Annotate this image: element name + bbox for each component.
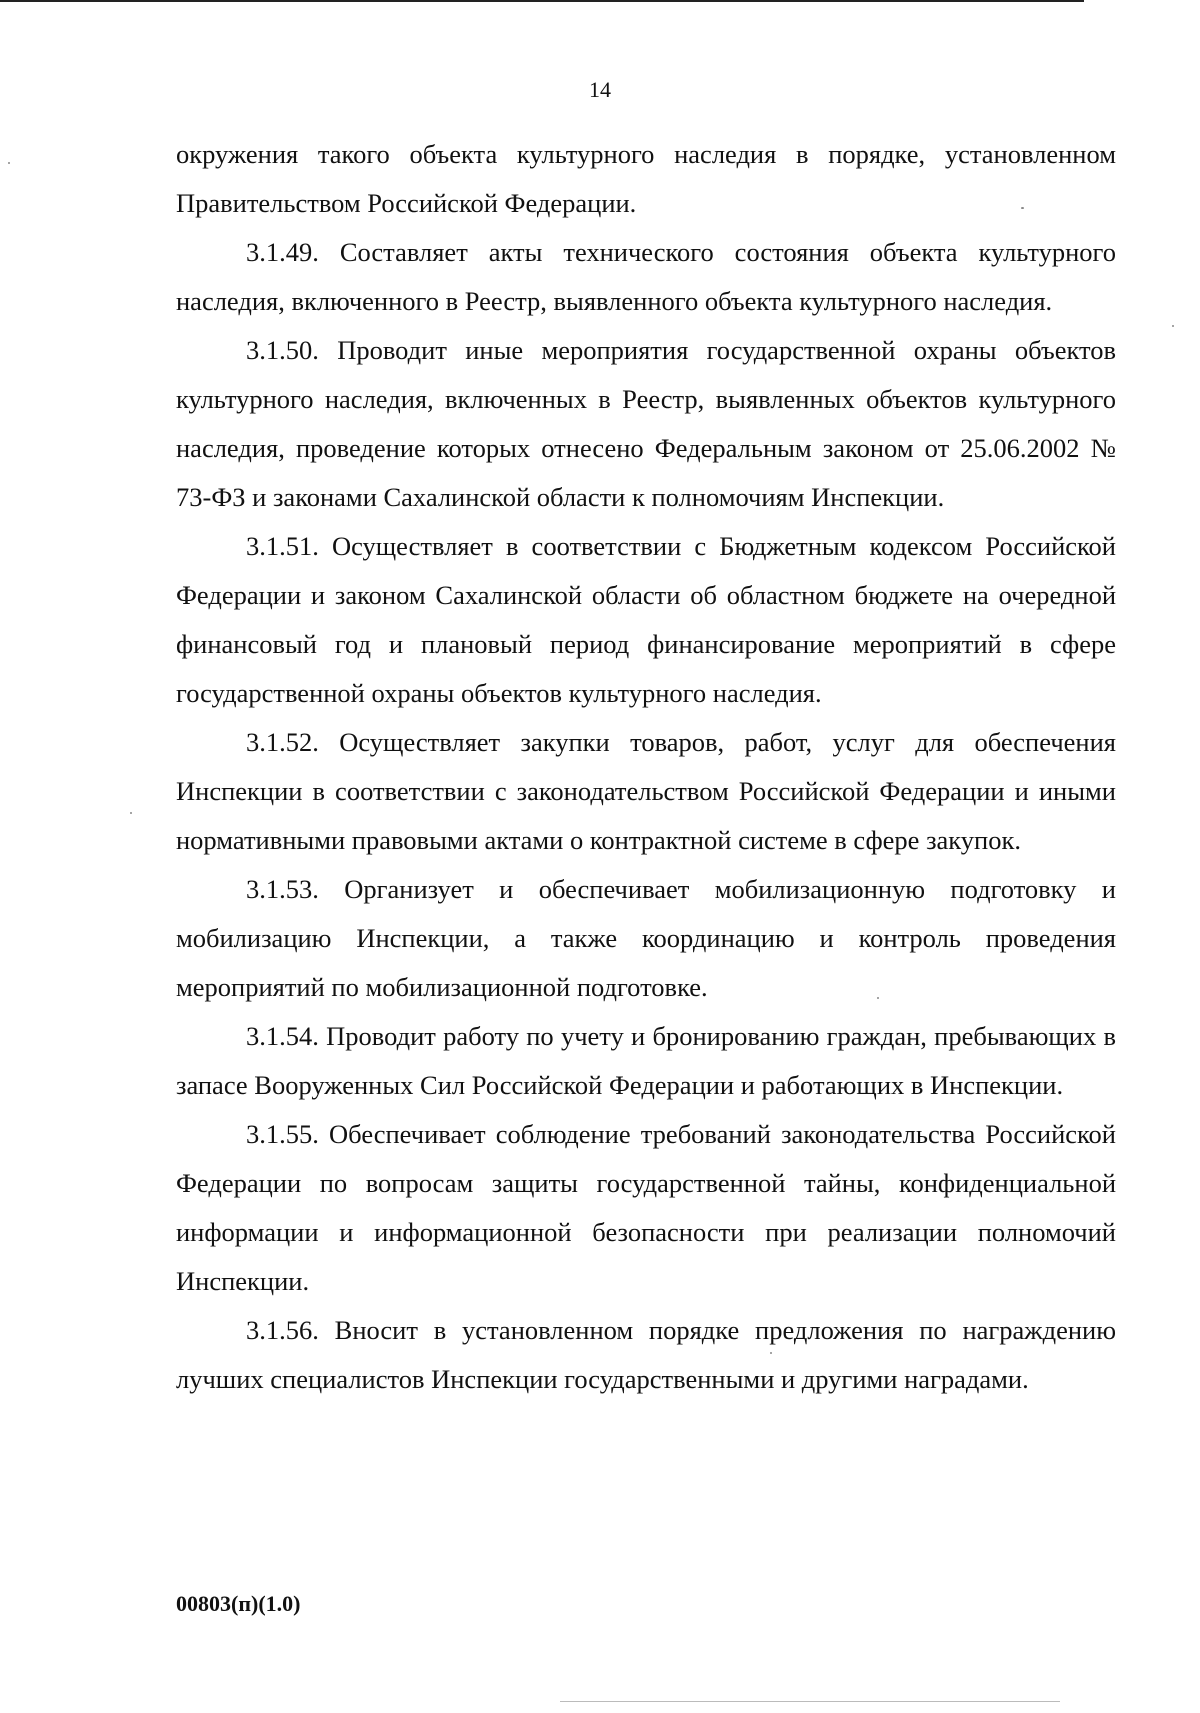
paragraph-3-1-50: 3.1.50. Проводит иные мероприятия государственной охраны объектов культурного наследия, включенных в Реестр, выявленных объектов культурного наследия, проведение которых отнесено Федеральным законом от 25.06.2002 № 73-ФЗ и законами Сахалинской области к полномочиям Инспекции.: [176, 335, 1116, 512]
paragraph-3-1-52: 3.1.52. Осуществляет закупки товаров, работ, услуг для обеспечения Инспекции в соответствии с законодательством Российской Федерации и иными нормативными правовыми актами о контрактной системе в сфере закупок.: [176, 727, 1116, 855]
scan-speck: [770, 1352, 772, 1354]
document-body: [176, 130, 1116, 1404]
paragraph-continuation: окружения такого объекта культурного наследия в порядке, установленном Правительством Российской Федерации.: [176, 139, 1116, 218]
scan-speck: [877, 997, 879, 999]
paragraph-3-1-54: 3.1.54. Проводит работу по учету и бронированию граждан, пребывающих в запасе Вооруженных Сил Российской Федерации и работающих в Инспекции.: [176, 1021, 1116, 1100]
scan-edge-bottom: [560, 1701, 1060, 1702]
page-number: 14: [589, 77, 611, 102]
scan-edge-top: [0, 0, 1084, 2]
scan-speck: [130, 812, 132, 814]
scan-speck: [8, 162, 10, 164]
scan-speck: [1021, 207, 1024, 209]
paragraph-3-1-55: 3.1.55. Обеспечивает соблюдение требований законодательства Российской Федерации по вопросам защиты государственной тайны, конфиденциальной информации и информационной безопасности при реализации полномочий Инспекции.: [176, 1119, 1116, 1296]
document-code: 00803(п)(1.0): [176, 1591, 301, 1616]
scan-speck: [1172, 325, 1174, 327]
paragraph-3-1-49: 3.1.49. Составляет акты технического состояния объекта культурного наследия, включенного в Реестр, выявленного объекта культурного наследия.: [176, 237, 1116, 316]
paragraph-3-1-56: 3.1.56. Вносит в установленном порядке предложения по награждению лучших специалистов Инспекции государственными и другими наградами.: [176, 1315, 1116, 1394]
paragraph-3-1-51: 3.1.51. Осуществляет в соответствии с Бюджетным кодексом Российской Федерации и законом Сахалинской области об областном бюджете на очередной финансовый год и плановый период финансирование мероприятий в сфере государственной охраны объектов культурного наследия.: [176, 531, 1116, 708]
paragraph-3-1-53: 3.1.53. Организует и обеспечивает мобилизационную подготовку и мобилизацию Инспекции, а также координацию и контроль проведения мероприятий по мобилизационной подготовке.: [176, 874, 1116, 1002]
